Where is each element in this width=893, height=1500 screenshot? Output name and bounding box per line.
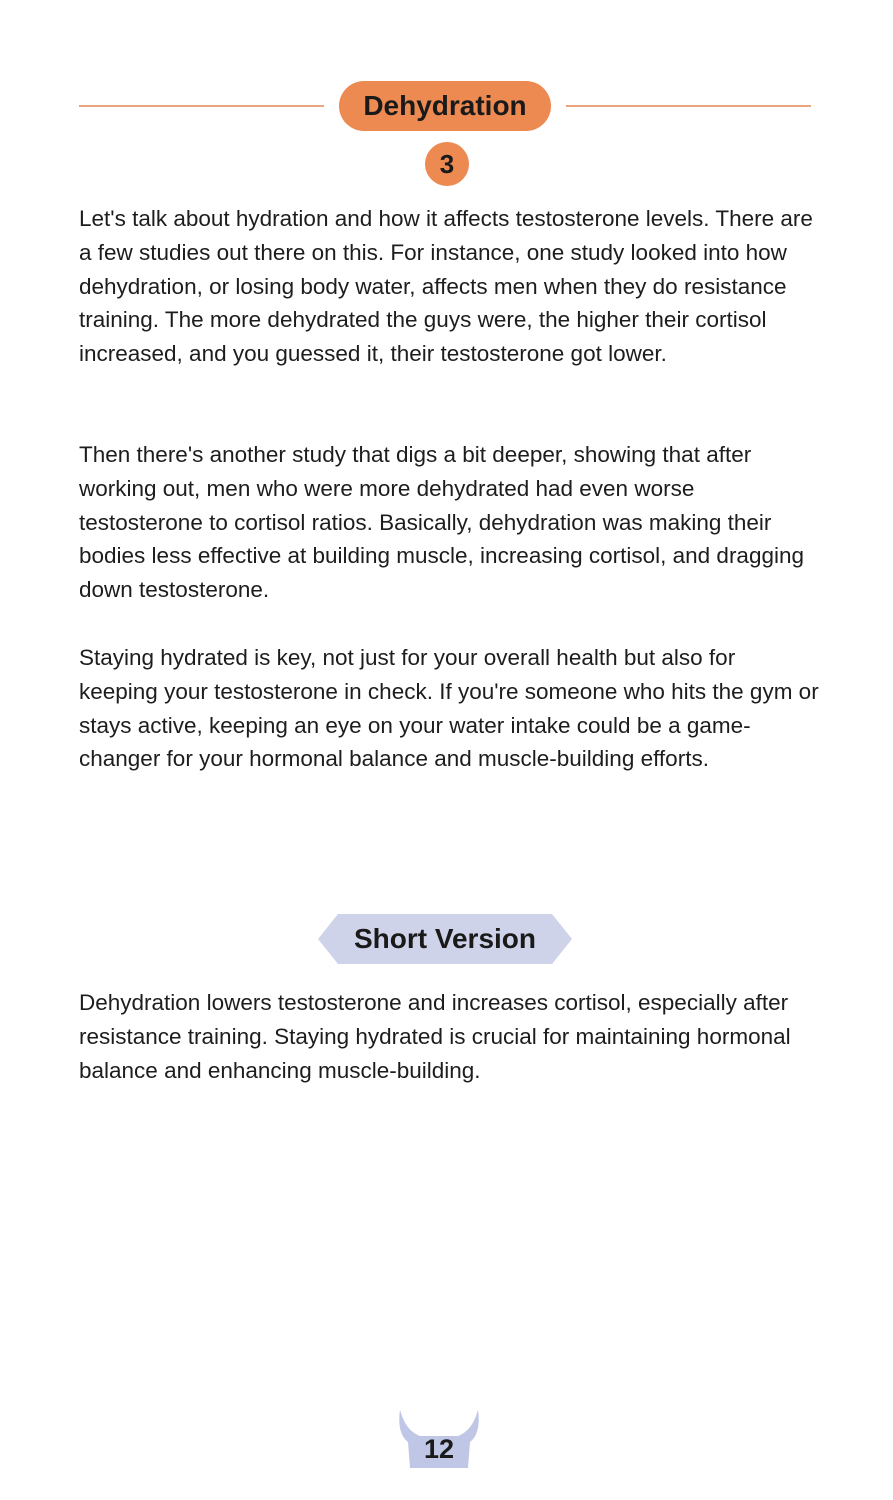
chapter-title: Dehydration [339,81,551,131]
body-paragraph-1: Let's talk about hydration and how it affects testosterone levels. There are a few studies out there on this. For instance, one study looked into how dehydration, or losing body water, affects men when they do resistance training. The more dehydrated the guys were, the higher their cortisol increased, and you guessed it, their testosterone got lower. [79,206,813,367]
page-number: 12 [423,1434,455,1464]
body-paragraph-2: Then there's another study that digs a bit deeper, showing that after working out, men who were more dehydrated had even worse testosterone to cortisol ratios. Basically, dehydration was making their bodies less effective at building muscle, increasing cortisol, and dragging down testosterone. [79,442,804,603]
header-rule-right [566,105,811,107]
header-rule-left [79,105,324,107]
page-number-badge [398,1410,480,1468]
chapter-number-badge: 3 [425,142,469,186]
short-version-banner [318,914,572,964]
chapter-header [0,81,893,131]
short-version-label: Short Version [353,923,537,954]
body-paragraph-3: Staying hydrated is key, not just for your overall health but also for keeping your testosterone in check. If you're someone who hits the gym or stays active, keeping an eye on your water intake could be a game-changer for your hormonal balance and muscle-building efforts. [79,645,819,772]
short-version-text: Dehydration lowers testosterone and increases cortisol, especially after resistance training. Staying hydrated is crucial for maintaining hormonal balance and enhancing muscle-building. [79,990,791,1083]
